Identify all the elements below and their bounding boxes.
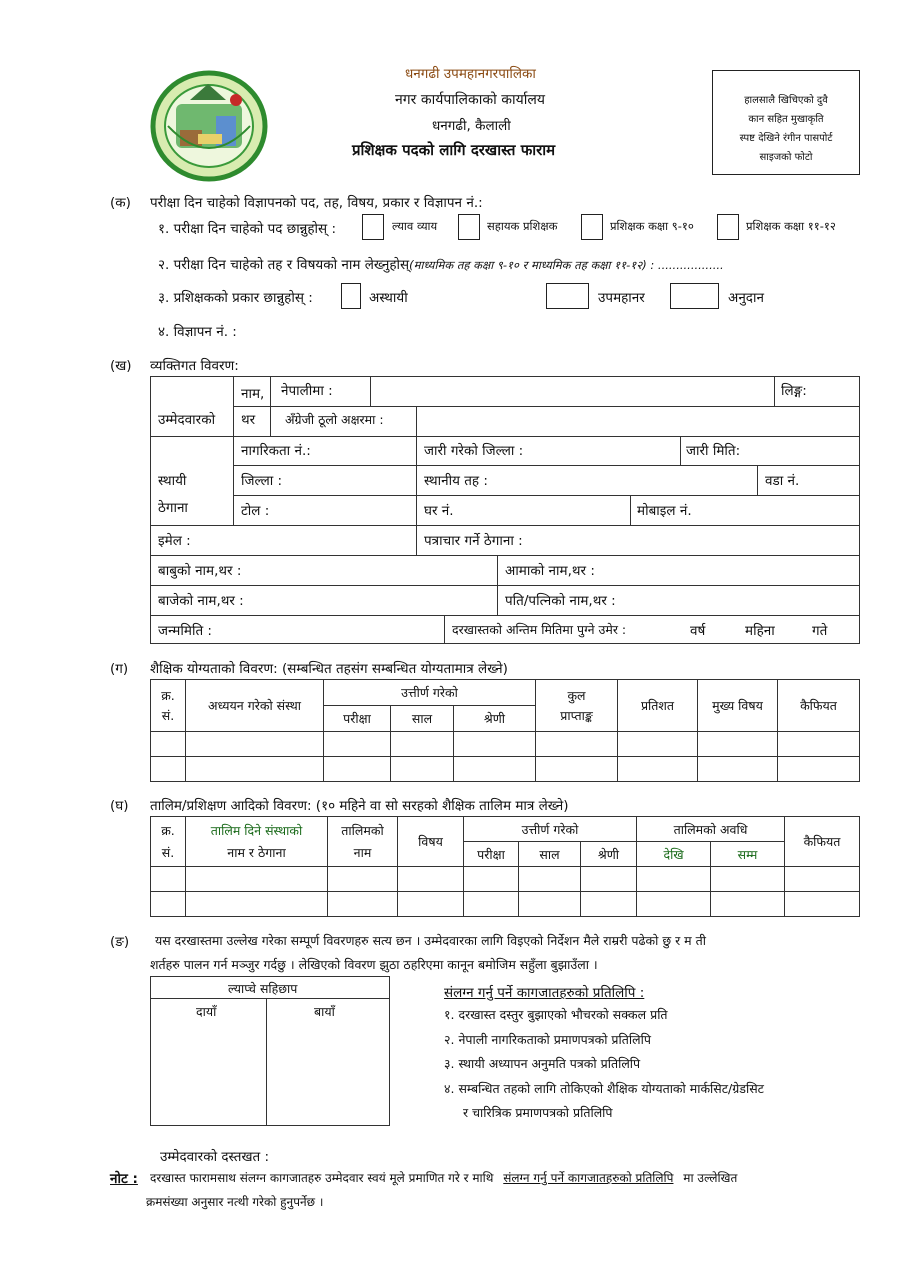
candidate-signature-label: उम्मेदवारको दस्तखत : bbox=[160, 1149, 270, 1165]
post-question: १. परीक्षा दिन चाहेको पद छान्नुहोस् : bbox=[158, 221, 337, 237]
edu-division-header: श्रेणी bbox=[454, 706, 536, 732]
post-checkbox-lab-boy[interactable] bbox=[362, 214, 384, 240]
edu-institution-header: अध्ययन गरेको संस्था bbox=[186, 680, 324, 732]
type-checkbox-temporary[interactable] bbox=[341, 283, 361, 309]
table-row bbox=[151, 892, 860, 917]
section-nga-marker: (ङ) bbox=[110, 934, 130, 950]
issued-district-label: जारी गरेको जिल्ला : bbox=[424, 443, 524, 459]
thumb-left-label: बायाँ bbox=[314, 1004, 335, 1019]
post-option-trainer-11-12: प्रशिक्षक कक्षा ११-१२ bbox=[746, 219, 836, 233]
post-checkbox-trainer-11-12[interactable] bbox=[717, 214, 739, 240]
header-location: धनगढी, कैलाली bbox=[432, 118, 511, 134]
header-office: नगर कार्यपालिकाको कार्यालय bbox=[395, 92, 545, 108]
edu-total-header: कुल प्राप्ताङ्क bbox=[536, 680, 618, 732]
type-option-submetro: उपमहानर bbox=[598, 290, 645, 306]
education-table bbox=[150, 679, 860, 782]
photo-box-line2: कान सहित मुखाकृति bbox=[748, 114, 824, 125]
trainer-type-question: ३. प्रशिक्षकको प्रकार छान्नुहोस् : bbox=[158, 290, 313, 306]
thumb-left-area[interactable] bbox=[268, 1022, 388, 1124]
note-text-underlined: संलग्न गर्नु पर्ने कागजातहरुको प्रतिलिपि bbox=[503, 1171, 674, 1185]
type-checkbox-grant[interactable] bbox=[670, 283, 719, 309]
section-ka-marker: (क) bbox=[110, 195, 131, 211]
note-line-2: क्रमसंख्या अनुसार नत्थी गरेको हुनुपर्नेछ । bbox=[146, 1195, 324, 1209]
edu-passed-header: उत्तीर्ण गरेको bbox=[324, 680, 536, 706]
age-months-label: महिना bbox=[745, 623, 775, 639]
header-municipality: धनगढी उपमहानगरपालिका bbox=[405, 66, 536, 82]
mailing-address-label: पत्राचार गर्ने ठेगाना : bbox=[424, 533, 523, 549]
section-ga-heading: शैक्षिक योग्यताको विवरण: (सम्बन्धित तहसंग सम्बन्धित योग्यतामात्र लेख्ने) bbox=[150, 661, 508, 677]
house-no-label: घर नं. bbox=[424, 503, 454, 519]
attachment-item-3: ३. स्थायी अध्यापन अनुमति पत्रको प्रतिलिपि bbox=[444, 1056, 641, 1071]
age-label: दरखास्तको अन्तिम मितिमा पुग्ने उमेर : bbox=[452, 622, 627, 637]
tr-name-header: तालिमको नाम bbox=[328, 817, 398, 867]
name-nepali-field[interactable] bbox=[372, 378, 772, 405]
table-row bbox=[151, 732, 860, 757]
type-checkbox-submetro[interactable] bbox=[546, 283, 589, 309]
post-option-asst-trainer: सहायक प्रशिक्षक bbox=[487, 219, 558, 233]
name-english-label: अँग्रेजी ठूलो अक्षरमा : bbox=[285, 412, 384, 427]
edu-year-header: साल bbox=[391, 706, 454, 732]
table-row bbox=[151, 757, 860, 782]
ward-no-label: वडा नं. bbox=[765, 473, 800, 489]
tr-institution-header: तालिम दिने संस्थाको नाम र ठेगाना bbox=[186, 817, 328, 867]
post-checkbox-asst-trainer[interactable] bbox=[458, 214, 480, 240]
municipality-seal-icon bbox=[150, 70, 268, 182]
issued-date-label: जारी मिति: bbox=[686, 443, 741, 459]
permanent-label-1: स्थायी bbox=[158, 473, 187, 489]
edu-exam-header: परीक्षा bbox=[324, 706, 391, 732]
level-subject-hint[interactable]: (माध्यमिक तह कक्षा ९-१० र माध्यमिक तह कक्षा ११-१२) : .................. bbox=[409, 258, 724, 272]
training-table bbox=[150, 816, 860, 917]
tr-passed-header: उत्तीर्ण गरेको bbox=[464, 817, 637, 842]
type-option-grant: अनुदान bbox=[728, 290, 764, 306]
level-subject-question bbox=[158, 255, 724, 273]
post-option-trainer-9-10: प्रशिक्षक कक्षा ९-१० bbox=[610, 219, 694, 233]
edu-percent-header: प्रतिशत bbox=[618, 680, 698, 732]
edu-subject-header: मुख्य विषय bbox=[698, 680, 778, 732]
level-subject-label: २. परीक्षा दिन चाहेको तह र विषयको नाम लेख्नुहोस् bbox=[158, 257, 410, 273]
attachment-item-1: १. दरखास्त दस्तुर बुझाएको भौचरको सक्कल प्रति bbox=[444, 1007, 668, 1022]
tr-sn-header: क्र. सं. bbox=[151, 817, 186, 867]
age-years-label: वर्ष bbox=[690, 623, 706, 639]
attachment-item-4: ४. सम्बन्धित तहको लागि तोकिएको शैक्षिक योग्यताको मार्कसिट/ग्रेडसिट bbox=[444, 1081, 764, 1096]
tr-duration-header: तालिमको अवधि bbox=[637, 817, 785, 842]
name-english-field[interactable] bbox=[418, 408, 858, 435]
table-row bbox=[151, 867, 860, 892]
section-gha-heading: तालिम/प्रशिक्षण आदिको विवरण: (१० महिने वा सो सरहको शैक्षिक तालिम मात्र लेख्ने) bbox=[150, 798, 569, 814]
section-kha-heading: व्यक्तिगत विवरण: bbox=[150, 358, 239, 374]
mobile-no-label: मोबाइल नं. bbox=[637, 503, 692, 519]
section-gha-marker: (घ) bbox=[110, 798, 129, 814]
tr-division-header: श्रेणी bbox=[581, 842, 637, 867]
dob-label: जन्ममिति : bbox=[158, 623, 212, 639]
district-label: जिल्ला : bbox=[241, 473, 283, 489]
note-text-2: मा उल्लेखित bbox=[683, 1171, 738, 1185]
grandfather-name-label: बाजेको नाम,थर : bbox=[158, 593, 244, 609]
name-label: नाम, bbox=[241, 386, 265, 402]
local-level-label: स्थानीय तह : bbox=[424, 473, 488, 489]
photo-box-line4: साइजको फोटो bbox=[759, 152, 813, 163]
spouse-name-label: पति/पत्निको नाम,थर : bbox=[505, 593, 616, 609]
declaration-line-1: यस दरखास्तमा उल्लेख गरेका सम्पूर्ण विवरणहरु सत्य छन । उम्मेदवारका लागि विइएको निर्देशन मैले राम्ररी पढेको छु र म ती bbox=[155, 933, 706, 948]
edu-remarks-header: कैफियत bbox=[778, 680, 860, 732]
declaration-line-2: शर्तहरु पालन गर्न मञ्जुर गर्दछु । लेखिएको विवरण झुठा ठहरिएमा कानून बमोजिम सहुँला बुझाउँला । bbox=[150, 957, 598, 972]
type-option-temporary: अस्थायी bbox=[369, 290, 408, 306]
section-kha-marker: (ख) bbox=[110, 358, 132, 374]
tr-subject-header: विषय bbox=[398, 817, 464, 867]
thumbprint-title: ल्याप्चे सहिछाप bbox=[228, 981, 298, 996]
attachments-heading: संलग्न गर्नु पर्ने कागजातहरुको प्रतिलिपि : bbox=[444, 985, 645, 1001]
attachment-item-2: २. नेपाली नागरिकताको प्रमाणपत्रको प्रतिलिपि bbox=[444, 1032, 651, 1047]
citizenship-no-label: नागरिकता नं.: bbox=[241, 443, 311, 459]
section-ka-heading: परीक्षा दिन चाहेको विज्ञापनको पद, तह, विषय, प्रकार र विज्ञापन नं.: bbox=[150, 195, 483, 211]
email-label: इमेल : bbox=[158, 533, 191, 549]
photo-box-line3: स्पष्ट देखिने रंगीन पासपोर्ट bbox=[739, 133, 833, 144]
edu-sn-header: क्र. सं. bbox=[151, 680, 186, 732]
page-title: प्रशिक्षक पदको लागि दरखास्त फाराम bbox=[352, 141, 556, 159]
photo-box-line1: हालसालै खिचिएको दुवै bbox=[744, 95, 828, 106]
note-line-1 bbox=[150, 1169, 737, 1186]
candidate-label: उम्मेदवारको bbox=[158, 412, 216, 428]
age-days-label: गते bbox=[812, 623, 828, 639]
permanent-label-2: ठेगाना bbox=[158, 500, 188, 516]
tr-from-header: देखि bbox=[637, 842, 711, 867]
mother-name-label: आमाको नाम,थर : bbox=[505, 563, 595, 579]
tr-year-header: साल bbox=[519, 842, 581, 867]
thumb-right-label: दायाँ bbox=[196, 1004, 217, 1019]
thumb-right-area[interactable] bbox=[152, 1022, 264, 1124]
photo-box bbox=[712, 70, 860, 175]
tr-exam-header: परीक्षा bbox=[464, 842, 519, 867]
father-name-label: बाबुको नाम,थर : bbox=[158, 563, 242, 579]
surname-label: थर bbox=[241, 412, 256, 428]
tole-label: टोल : bbox=[241, 503, 270, 519]
section-ga-marker: (ग) bbox=[110, 661, 129, 677]
attachment-item-4-cont: र चारित्रिक प्रमाणपत्रको प्रतिलिपि bbox=[463, 1105, 613, 1120]
note-label: नोट : bbox=[110, 1171, 138, 1187]
tr-to-header: सम्म bbox=[711, 842, 785, 867]
ad-number-label: ४. विज्ञापन नं. : bbox=[158, 324, 237, 340]
gender-label: लिङ्ग: bbox=[781, 383, 807, 399]
name-nepali-label: नेपालीमा : bbox=[281, 383, 333, 399]
note-text-1: दरखास्त फारामसाथ संलग्न कागजातहरु उम्मेदवार स्वयं मूले प्रमाणित गरे र माथि bbox=[150, 1171, 494, 1185]
post-checkbox-trainer-9-10[interactable] bbox=[581, 214, 603, 240]
tr-remarks-header: कैफियत bbox=[785, 817, 860, 867]
post-option-lab-boy: ल्याव व्याय bbox=[392, 219, 438, 233]
